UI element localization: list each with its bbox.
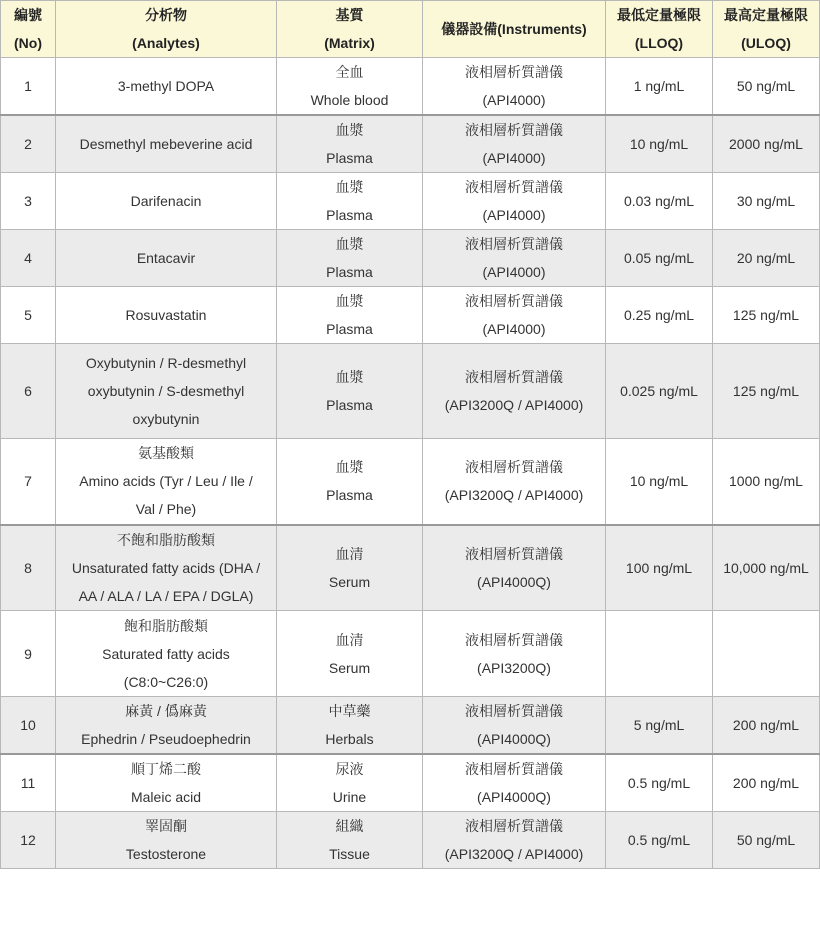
- matrix-cell: [277, 58, 423, 116]
- header-analytes-en: (Analytes): [132, 35, 200, 51]
- uloq-cell: 2000 ng/mL: [713, 115, 820, 173]
- lloq-cell: 0.5 ng/mL: [606, 812, 713, 869]
- analyte-cell: [56, 525, 277, 611]
- matrix-line: 尿液: [335, 761, 364, 777]
- analyte-line: AA / ALA / LA / EPA / DGLA): [78, 587, 254, 604]
- matrix-cell: [277, 173, 423, 230]
- table-row: [1, 697, 820, 755]
- matrix-line: 血漿: [335, 369, 364, 385]
- header-uloq-en: (ULOQ): [741, 35, 791, 51]
- header-matrix-en: (Matrix): [324, 35, 375, 51]
- row-number: 5: [1, 287, 56, 344]
- matrix-cell: [277, 115, 423, 173]
- analyte-cell: [56, 58, 277, 116]
- matrix-cell: [277, 287, 423, 344]
- analyte-cell: [56, 287, 277, 344]
- row-number: 10: [1, 697, 56, 755]
- matrix-line: 血漿: [335, 293, 364, 309]
- matrix-cell: [277, 754, 423, 812]
- analyte-cell: [56, 697, 277, 755]
- lloq-cell: 0.03 ng/mL: [606, 173, 713, 230]
- instrument-cell: [423, 525, 606, 611]
- lloq-cell: 10 ng/mL: [606, 439, 713, 525]
- header-no-zh: 編號: [14, 7, 42, 23]
- instrument-line: (API3200Q / API4000): [444, 846, 584, 862]
- uloq-cell: [713, 611, 820, 697]
- analyte-line: Entacavir: [136, 250, 196, 266]
- instrument-line: (API4000): [482, 264, 546, 280]
- instrument-line: 液相層析質譜儀: [465, 369, 563, 385]
- analyte-cell: [56, 344, 277, 439]
- matrix-line: Plasma: [326, 150, 373, 166]
- instrument-line: 液相層析質譜儀: [465, 179, 563, 195]
- header-analytes: [56, 1, 277, 58]
- instrument-cell: [423, 173, 606, 230]
- header-lloq: [606, 1, 713, 58]
- uloq-cell: 200 ng/mL: [713, 754, 820, 812]
- matrix-line: Plasma: [326, 264, 373, 280]
- instrument-line: (API3200Q / API4000): [444, 487, 584, 504]
- matrix-cell: [277, 439, 423, 525]
- instrument-cell: [423, 754, 606, 812]
- matrix-line: 血漿: [335, 236, 364, 252]
- uloq-cell: 50 ng/mL: [713, 812, 820, 869]
- instrument-cell: [423, 115, 606, 173]
- table-row: [1, 287, 820, 344]
- instrument-line: (API4000): [482, 207, 546, 223]
- instrument-cell: [423, 812, 606, 869]
- instrument-cell: [423, 611, 606, 697]
- row-number: 2: [1, 115, 56, 173]
- matrix-line: 血漿: [335, 459, 364, 476]
- matrix-line: 全血: [335, 64, 364, 80]
- analyte-line: oxybutynin / S-desmethyl: [87, 383, 245, 399]
- matrix-line: Plasma: [326, 207, 373, 223]
- analyte-line: Unsaturated fatty acids (DHA /: [71, 559, 261, 576]
- table-row: [1, 344, 820, 439]
- lloq-cell: [606, 611, 713, 697]
- instrument-line: (API3200Q / API4000): [444, 397, 584, 413]
- analyte-line: Amino acids (Tyr / Leu / Ile /: [79, 473, 253, 490]
- instrument-line: (API4000): [482, 321, 546, 337]
- row-number: 4: [1, 230, 56, 287]
- analyte-line: 3-methyl DOPA: [117, 78, 215, 94]
- lloq-cell: 0.25 ng/mL: [606, 287, 713, 344]
- row-number: 12: [1, 812, 56, 869]
- matrix-line: 血清: [335, 545, 364, 562]
- uloq-cell: 20 ng/mL: [713, 230, 820, 287]
- table-row: [1, 525, 820, 611]
- instrument-cell: [423, 287, 606, 344]
- uloq-cell: 50 ng/mL: [713, 58, 820, 116]
- analyte-line: 不飽和脂肪酸類: [117, 531, 215, 548]
- matrix-line: 組織: [335, 818, 364, 834]
- matrix-line: Urine: [332, 789, 367, 805]
- instrument-line: 液相層析質譜儀: [465, 631, 563, 648]
- table-row: [1, 115, 820, 173]
- matrix-cell: [277, 611, 423, 697]
- matrix-line: 血漿: [335, 179, 364, 195]
- analyte-line: 睪固酮: [145, 818, 187, 834]
- table-row: [1, 754, 820, 812]
- matrix-line: Plasma: [326, 487, 373, 504]
- matrix-line: Herbals: [325, 731, 374, 747]
- analyte-line: Rosuvastatin: [125, 307, 207, 323]
- table-row: [1, 812, 820, 869]
- lloq-cell: 100 ng/mL: [606, 525, 713, 611]
- analyte-cell: [56, 173, 277, 230]
- analyte-cell: [56, 230, 277, 287]
- analyte-line: Ephedrin / Pseudoephedrin: [81, 731, 251, 747]
- instrument-line: (API4000): [482, 92, 546, 108]
- table-body: [1, 58, 820, 869]
- matrix-line: Serum: [328, 573, 371, 590]
- matrix-cell: [277, 697, 423, 755]
- matrix-line: Plasma: [326, 321, 373, 337]
- matrix-line: 血清: [335, 631, 364, 648]
- uloq-cell: 125 ng/mL: [713, 344, 820, 439]
- matrix-line: Plasma: [326, 397, 373, 413]
- matrix-cell: [277, 230, 423, 287]
- row-number: 8: [1, 525, 56, 611]
- row-number: 7: [1, 439, 56, 525]
- matrix-line: Tissue: [329, 846, 370, 862]
- header-analytes-zh: 分析物: [145, 7, 187, 23]
- analyte-line: Val / Phe): [135, 501, 197, 518]
- header-instruments: [423, 1, 606, 58]
- analyte-line: Darifenacin: [130, 193, 202, 209]
- table-row: [1, 611, 820, 697]
- matrix-cell: [277, 812, 423, 869]
- header-instruments-zh: 儀器設備(Instruments): [441, 21, 587, 37]
- lloq-cell: 5 ng/mL: [606, 697, 713, 755]
- matrix-line: Whole blood: [310, 92, 389, 108]
- uloq-cell: 30 ng/mL: [713, 173, 820, 230]
- lloq-cell: 0.025 ng/mL: [606, 344, 713, 439]
- instrument-line: 液相層析質譜儀: [465, 293, 563, 309]
- header-lloq-en: (LLOQ): [634, 35, 684, 51]
- table-row: [1, 230, 820, 287]
- matrix-cell: [277, 525, 423, 611]
- analyte-cell: [56, 611, 277, 697]
- analyte-line: Saturated fatty acids: [102, 645, 230, 662]
- instrument-line: 液相層析質譜儀: [465, 459, 563, 476]
- analyte-line: Oxybutynin / R-desmethyl: [85, 355, 247, 371]
- header-matrix-zh: 基質: [335, 7, 364, 23]
- matrix-line: 中草藥: [328, 703, 371, 719]
- table-row: [1, 58, 820, 116]
- instrument-line: (API4000): [482, 150, 546, 166]
- header-uloq: [713, 1, 820, 58]
- instrument-line: (API4000Q): [477, 573, 551, 590]
- instrument-line: 液相層析質譜儀: [465, 122, 563, 138]
- lloq-cell: 0.05 ng/mL: [606, 230, 713, 287]
- row-number: 1: [1, 58, 56, 116]
- analyte-line: Testosterone: [125, 846, 207, 862]
- lloq-cell: 0.5 ng/mL: [606, 754, 713, 812]
- table-row: [1, 173, 820, 230]
- lloq-cell: 1 ng/mL: [606, 58, 713, 116]
- analyte-line: 氨基酸類: [138, 445, 194, 462]
- matrix-cell: [277, 344, 423, 439]
- uloq-cell: 125 ng/mL: [713, 287, 820, 344]
- instrument-line: (API4000Q): [477, 789, 551, 805]
- header-uloq-zh: 最高定量極限: [724, 7, 808, 23]
- row-number: 11: [1, 754, 56, 812]
- row-number: 3: [1, 173, 56, 230]
- instrument-line: 液相層析質譜儀: [465, 236, 563, 252]
- instrument-cell: [423, 439, 606, 525]
- analyte-cell: [56, 812, 277, 869]
- table-row: [1, 439, 820, 525]
- instrument-cell: [423, 344, 606, 439]
- analyte-line: Desmethyl mebeverine acid: [79, 136, 253, 152]
- uloq-cell: 1000 ng/mL: [713, 439, 820, 525]
- analyte-line: 飽和脂肪酸類: [124, 617, 208, 634]
- instrument-line: 液相層析質譜儀: [465, 703, 563, 719]
- row-number: 6: [1, 344, 56, 439]
- analyte-line: 麻黃 / 僞麻黃: [125, 703, 207, 719]
- lloq-cell: 10 ng/mL: [606, 115, 713, 173]
- analyte-cell: [56, 439, 277, 525]
- matrix-line: 血漿: [335, 122, 364, 138]
- instrument-cell: [423, 58, 606, 116]
- header-row: [1, 1, 820, 58]
- uloq-cell: 10,000 ng/mL: [713, 525, 820, 611]
- header-no: [1, 1, 56, 58]
- instrument-line: (API3200Q): [477, 659, 551, 676]
- analyte-cell: [56, 115, 277, 173]
- instrument-line: 液相層析質譜儀: [465, 64, 563, 80]
- instrument-line: 液相層析質譜儀: [465, 761, 563, 777]
- header-lloq-zh: 最低定量極限: [617, 7, 701, 23]
- row-number: 9: [1, 611, 56, 697]
- header-no-en: (No): [14, 35, 42, 51]
- analyte-line: 順丁烯二酸: [131, 761, 201, 777]
- header-matrix: [277, 1, 423, 58]
- instrument-cell: [423, 230, 606, 287]
- analyte-line: (C8:0~C26:0): [123, 673, 209, 690]
- instrument-line: (API4000Q): [477, 731, 551, 747]
- matrix-line: Serum: [328, 659, 371, 676]
- instrument-line: 液相層析質譜儀: [465, 545, 563, 562]
- analyte-line: Maleic acid: [130, 789, 202, 805]
- uloq-cell: 200 ng/mL: [713, 697, 820, 755]
- instrument-cell: [423, 697, 606, 755]
- instrument-line: 液相層析質譜儀: [465, 818, 563, 834]
- analyte-cell: [56, 754, 277, 812]
- analyte-line: oxybutynin: [132, 411, 200, 427]
